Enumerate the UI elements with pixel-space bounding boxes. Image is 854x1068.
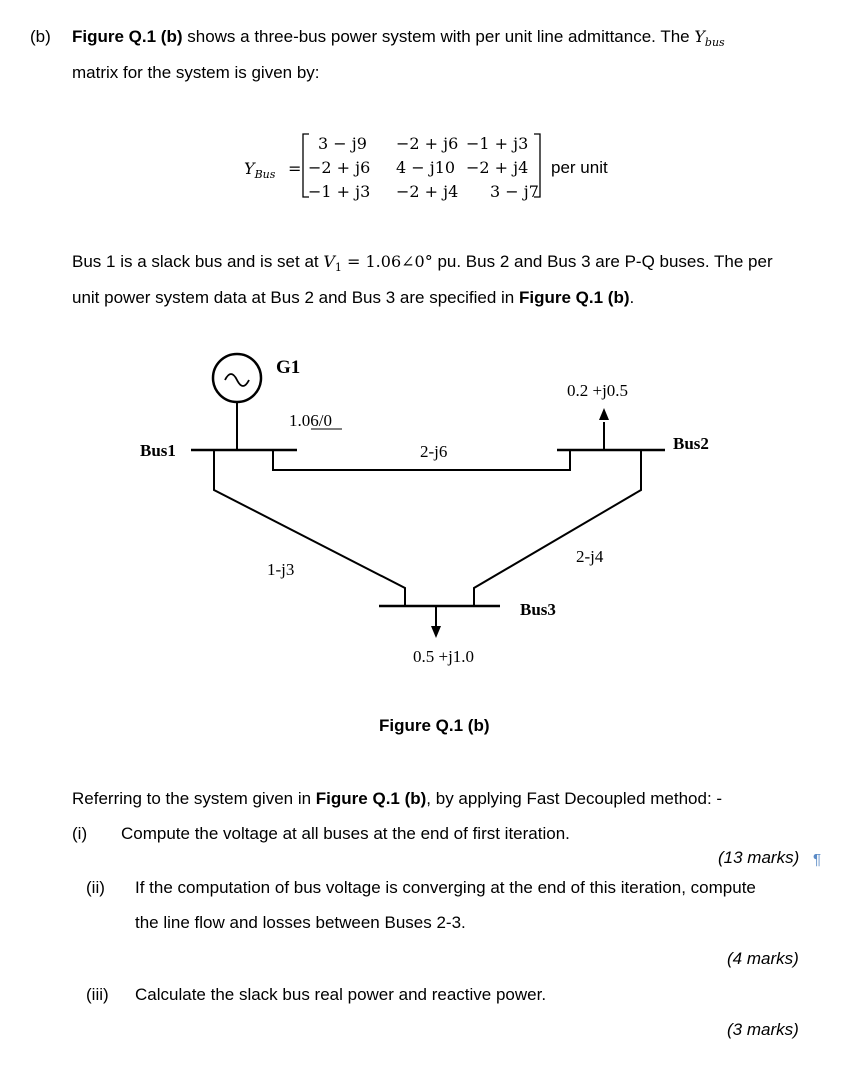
figure-caption: Figure Q.1 (b) bbox=[379, 716, 490, 735]
matrix-cell-1-1: 3 − j9 bbox=[318, 134, 367, 153]
task-ii-text-line-1: If the computation of bus voltage is converging at the end of this iteration, compute bbox=[135, 878, 756, 897]
task-ii-label: (ii) bbox=[86, 878, 105, 897]
intro-text: shows a three-bus power system with per unit line admittance. The bbox=[187, 27, 690, 46]
task-ii-text-line-2: the line flow and losses between Buses 2-3. bbox=[135, 913, 466, 932]
tasks-lead-pre: Referring to the system given in bbox=[72, 789, 312, 808]
intro-line-2: matrix for the system is given by: bbox=[72, 63, 320, 82]
bus2-load-arrow bbox=[599, 408, 609, 420]
slack-voltage-expr: $V_1$ = 1.06∠0° bbox=[323, 252, 433, 275]
matrix-lhs-symbol: $Y_{Bus}$ bbox=[244, 159, 276, 182]
task-iii-text: Calculate the slack bus real power and reactive power. bbox=[135, 985, 547, 1004]
bus3-load-arrow bbox=[431, 626, 441, 638]
matrix-unit: per unit bbox=[551, 158, 608, 177]
task-ii-marks: (4 marks) bbox=[727, 949, 799, 968]
matrix-cell-1-2: −2 + j6 bbox=[396, 134, 459, 153]
ybus-subscript: bus bbox=[704, 36, 725, 50]
slack-line-2-pre: unit power system data at Bus 2 and Bus 3 are specified in bbox=[72, 288, 515, 307]
line-1-2-admittance: 2-j6 bbox=[420, 442, 448, 461]
bus3-load-label: 0.5 +j1.0 bbox=[413, 647, 475, 666]
task-iii-marks: (3 marks) bbox=[727, 1020, 799, 1039]
bus3-label: Bus3 bbox=[520, 600, 556, 619]
line-1-3-admittance: 1-j3 bbox=[267, 560, 295, 579]
ybus-symbol: $Y_{bus}$ bbox=[694, 27, 725, 50]
slack-figure-ref: Figure Q.1 (b) bbox=[518, 288, 630, 307]
line-1-3 bbox=[214, 450, 405, 606]
tasks-lead bbox=[72, 790, 722, 807]
slack-line-2: unit power system data at Bus 2 and Bus 3 are specified in Figure Q.1 (b). bbox=[72, 288, 635, 307]
task-i-text: Compute the voltage at all buses at the end of first iteration. bbox=[121, 824, 570, 843]
matrix-equals: = bbox=[288, 159, 302, 178]
slack-voltage-label: 1.06/0 bbox=[289, 411, 332, 430]
matrix-cell-3-2: −2 + j4 bbox=[396, 182, 459, 201]
matrix-cell-2-2: 4 − j10 bbox=[396, 158, 456, 177]
slack-line-1-post: pu. Bus 2 and Bus 3 are P-Q buses. The per bbox=[437, 252, 773, 271]
part-label: (b) bbox=[30, 27, 51, 46]
matrix-cell-3-1: −1 + j3 bbox=[308, 182, 371, 201]
pilcrow-mark: ¶ bbox=[813, 851, 822, 868]
matrix-cell-2-3: −2 + j4 bbox=[466, 158, 529, 177]
generator-sine bbox=[225, 374, 249, 386]
task-i-marks: (13 marks) bbox=[718, 848, 800, 867]
task-i-label: (i) bbox=[72, 824, 88, 843]
slack-line-1-pre: Bus 1 is a slack bus and is set at bbox=[72, 252, 319, 271]
matrix-cell-1-3: −1 + j3 bbox=[466, 134, 529, 153]
bus2-label: Bus2 bbox=[673, 434, 709, 453]
intro-figure-ref: Figure Q.1 (b) bbox=[72, 27, 183, 46]
generator-symbol bbox=[213, 354, 261, 402]
task-i-marks-clip bbox=[718, 848, 800, 867]
line-2-3 bbox=[474, 450, 641, 606]
line-2-3-admittance: 2-j4 bbox=[576, 547, 604, 566]
generator-label: G1 bbox=[276, 357, 301, 378]
tasks-figure-ref: Figure Q.1 (b) bbox=[315, 789, 427, 808]
tasks-lead-post: , by applying Fast Decoupled method: - bbox=[426, 789, 723, 808]
matrix-cell-3-3: 3 − j7 bbox=[490, 182, 539, 201]
bus2-load-label: 0.2 +j0.5 bbox=[567, 381, 629, 400]
task-iii-label: (iii) bbox=[86, 985, 109, 1004]
matrix-cell-2-1: −2 + j6 bbox=[308, 158, 371, 177]
bus1-label: Bus1 bbox=[140, 441, 176, 460]
